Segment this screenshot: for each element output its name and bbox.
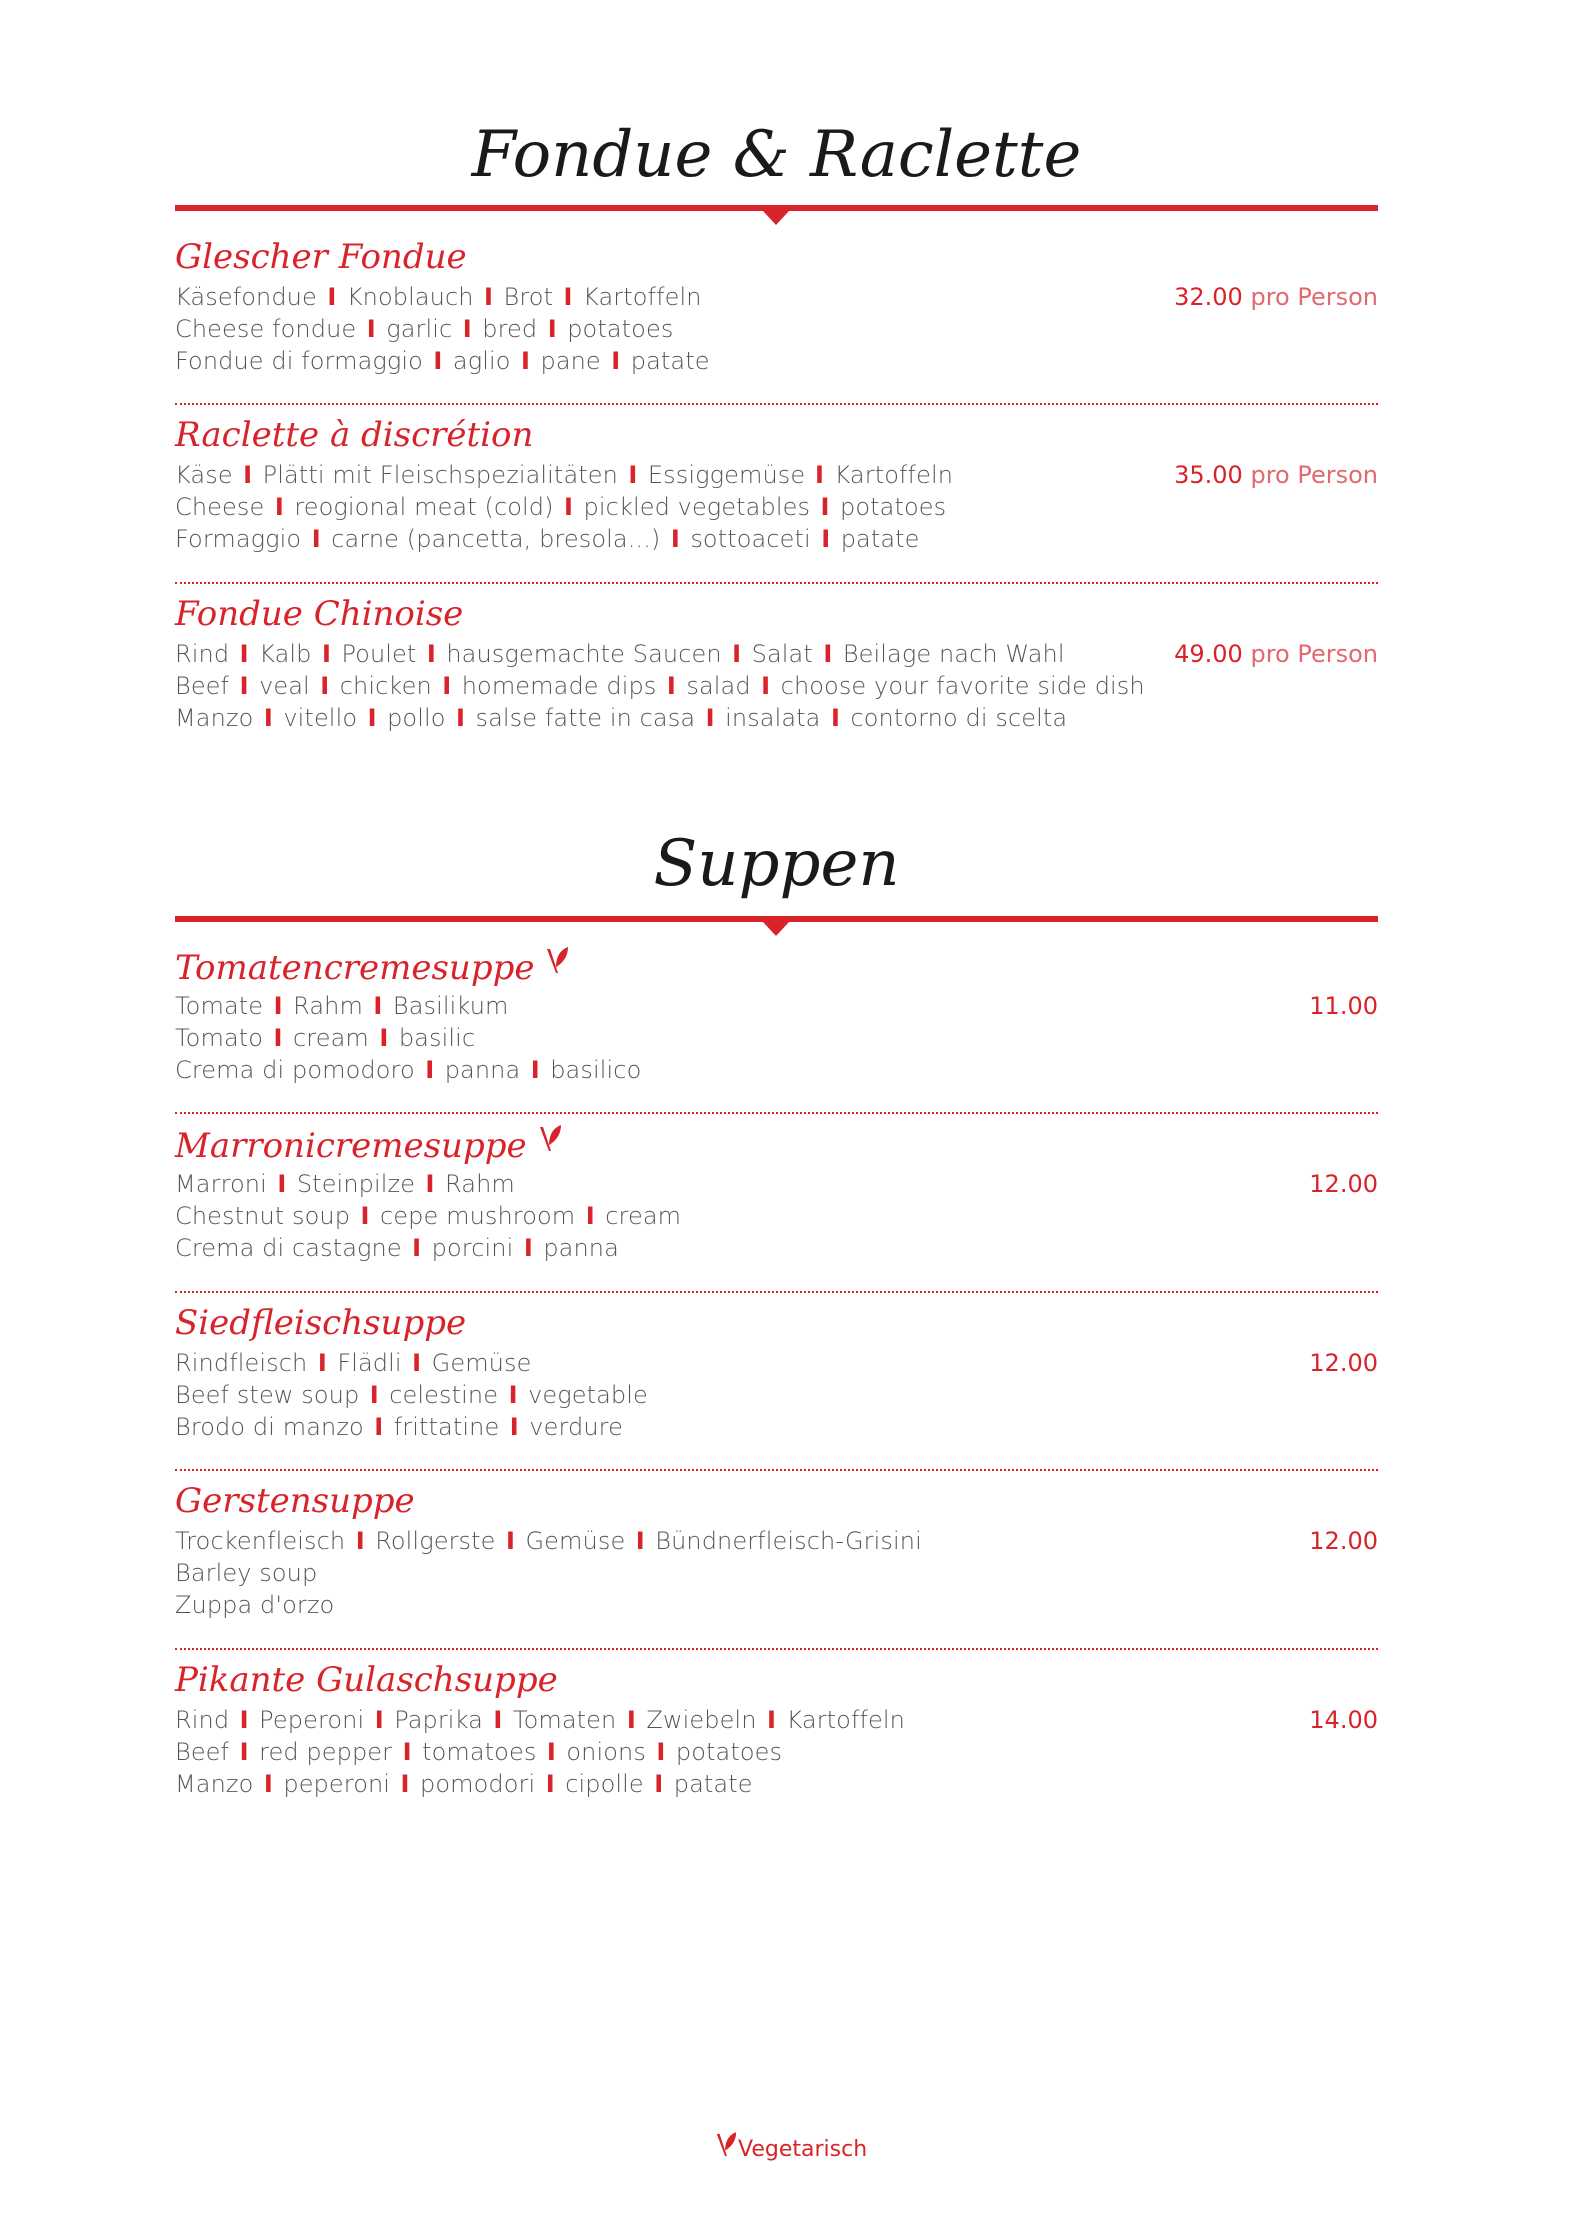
description-line: [175, 345, 710, 377]
ingredient: vegetable: [528, 1381, 648, 1409]
separator-mark: I: [416, 1056, 443, 1084]
menu-item: [175, 1658, 1378, 1838]
ingredient: salse fatte in casa: [475, 704, 696, 732]
separator-mark: I: [647, 1738, 674, 1766]
ingredient: reogional meat (cold): [294, 493, 554, 521]
separator-mark: I: [231, 1706, 258, 1734]
item-description: [175, 1168, 681, 1264]
separator-mark: I: [497, 1527, 524, 1555]
vegetarian-leaf-icon: [544, 944, 570, 988]
ingredient: Gemüse: [431, 1349, 532, 1377]
item-divider: [175, 1112, 1378, 1114]
separator-mark: I: [266, 493, 293, 521]
ingredient: patate: [630, 347, 710, 375]
separator-mark: I: [484, 1706, 511, 1734]
ingredient: Marroni: [175, 1170, 267, 1198]
price-unit: pro Person: [1250, 283, 1378, 311]
ingredient: choose your favorite side dish: [780, 672, 1145, 700]
ingredient: Käse: [175, 461, 233, 489]
ingredient: Crema di pomodoro: [175, 1056, 415, 1084]
ingredient: garlic: [386, 315, 453, 343]
separator-mark: I: [255, 1770, 282, 1798]
separator-mark: I: [723, 640, 750, 668]
description-line: [175, 702, 1145, 734]
separator-mark: I: [265, 1024, 291, 1052]
item-description: [175, 1525, 922, 1621]
description-line: [175, 313, 710, 345]
description-line: [175, 1557, 922, 1589]
item-name: [175, 1122, 563, 1168]
ingredient: porcini: [431, 1234, 514, 1262]
separator-mark: I: [758, 1706, 785, 1734]
ingredient: peperoni: [283, 1770, 391, 1798]
separator-mark: I: [752, 672, 779, 700]
item-price: [1309, 1347, 1378, 1379]
ingredient: Essiggemüse: [647, 461, 814, 489]
ingredient: homemade dips: [461, 672, 657, 700]
ingredient: contorno di scelta: [850, 704, 1068, 732]
item-name: [175, 944, 570, 990]
ingredient: Brot: [503, 283, 554, 311]
item-description: [175, 281, 710, 377]
separator-mark: I: [365, 1413, 392, 1441]
item-divider: [175, 582, 1378, 584]
ingredient: Rind: [175, 640, 230, 668]
item-description: [175, 990, 641, 1086]
separator-mark: I: [814, 640, 841, 668]
ingredient: patate: [840, 525, 920, 553]
ingredient: Rind: [175, 1706, 230, 1734]
vegetarian-leaf-icon: [714, 2130, 738, 2169]
ingredient: Trockenfleisch: [175, 1527, 346, 1555]
separator-mark: I: [303, 525, 330, 553]
separator-mark: I: [366, 1706, 393, 1734]
description-line: [175, 1704, 905, 1736]
ingredient: Flädli: [337, 1349, 402, 1377]
separator-mark: I: [347, 1527, 374, 1555]
ingredient: Formaggio: [175, 525, 302, 553]
separator-mark: I: [318, 283, 345, 311]
item-name-text: Tomatencremesuppe: [175, 948, 535, 988]
description-line: [175, 670, 1145, 702]
ingredient: Kartoffeln: [834, 461, 954, 489]
item-price: [1309, 1168, 1378, 1200]
description-line: [175, 990, 641, 1022]
description-line: [175, 1200, 681, 1232]
description-line: [175, 1768, 905, 1800]
ingredient: panna: [444, 1056, 521, 1084]
rule-arrow-icon: [763, 922, 789, 936]
item-name: Gerstensuppe: [175, 1481, 415, 1521]
ingredient: Brodo di manzo: [175, 1413, 364, 1441]
description-line: [175, 1054, 641, 1086]
ingredient: vitello: [283, 704, 358, 732]
separator-mark: I: [500, 1381, 527, 1409]
menu-item: [175, 235, 1378, 415]
item-description: [175, 638, 1145, 734]
ingredient: cepe mushroom: [380, 1202, 576, 1230]
ingredient: Manzo: [175, 704, 254, 732]
ingredient: veal: [259, 672, 310, 700]
ingredient: Beilage nach Wahl: [842, 640, 1065, 668]
separator-mark: I: [627, 1527, 654, 1555]
separator-mark: I: [515, 1234, 542, 1262]
ingredient: patate: [673, 1770, 753, 1798]
separator-mark: I: [619, 461, 646, 489]
separator-mark: I: [424, 347, 451, 375]
menu-item: [175, 413, 1378, 593]
ingredient: cream: [605, 1202, 682, 1230]
ingredient: insalata: [725, 704, 821, 732]
item-price: [1174, 281, 1378, 313]
separator-mark: I: [433, 672, 460, 700]
item-description: [175, 1347, 648, 1443]
separator-mark: I: [358, 315, 385, 343]
separator-mark: I: [512, 347, 539, 375]
ingredient: Rindfleisch: [175, 1349, 308, 1377]
ingredient: Käsefondue: [175, 283, 317, 311]
legend-label: Vegetarisch: [738, 2137, 868, 2162]
separator-mark: I: [538, 1738, 565, 1766]
description-line: [175, 1736, 905, 1768]
ingredient: cream: [293, 1024, 369, 1052]
item-price: [1174, 638, 1378, 670]
description-line: [175, 1347, 648, 1379]
description-line: [175, 1379, 648, 1411]
separator-mark: I: [231, 640, 258, 668]
item-price: [1309, 1704, 1378, 1736]
description-line: [175, 459, 953, 491]
separator-mark: I: [697, 704, 724, 732]
ingredient: Poulet: [341, 640, 417, 668]
description-line: [175, 638, 1145, 670]
ingredient: panna: [543, 1234, 619, 1262]
item-price: [1309, 990, 1378, 1022]
item-name: Raclette à discrétion: [175, 415, 534, 455]
separator-mark: I: [618, 1706, 645, 1734]
item-divider: [175, 1469, 1378, 1471]
separator-mark: I: [265, 992, 292, 1020]
separator-mark: I: [658, 672, 685, 700]
description-line: [175, 1589, 922, 1621]
ingredient: aglio: [452, 347, 511, 375]
menu-item: [175, 1479, 1378, 1659]
ingredient: Tomate: [175, 992, 264, 1020]
ingredient: basilic: [398, 1024, 476, 1052]
ingredient: pane: [540, 347, 601, 375]
separator-mark: I: [555, 493, 582, 521]
description-line: [175, 491, 953, 523]
separator-mark: I: [822, 704, 849, 732]
ingredient: Manzo: [175, 1770, 254, 1798]
price-value: 11.00: [1309, 992, 1378, 1020]
ingredient: salad: [686, 672, 751, 700]
description-line: [175, 1411, 648, 1443]
ingredient: Paprika: [394, 1706, 483, 1734]
ingredient: tomatoes: [422, 1738, 537, 1766]
separator-mark: I: [370, 1024, 397, 1052]
ingredient: carne (pancetta, bresola...): [331, 525, 661, 553]
price-value: 12.00: [1309, 1527, 1378, 1555]
menu-item: [175, 1122, 1378, 1302]
item-divider: [175, 403, 1378, 405]
separator-mark: I: [359, 704, 386, 732]
separator-mark: I: [501, 1413, 528, 1441]
separator-mark: I: [403, 1349, 430, 1377]
price-value: 12.00: [1309, 1349, 1378, 1377]
ingredient: Crema di castagne: [175, 1234, 402, 1262]
price-unit: pro Person: [1250, 461, 1378, 489]
item-name: Fondue Chinoise: [175, 594, 464, 634]
ingredient: Chestnut soup: [175, 1202, 351, 1230]
description-line: [175, 1525, 922, 1557]
price-value: 32.00: [1174, 283, 1243, 311]
item-name: Glescher Fondue: [175, 237, 467, 277]
separator-mark: I: [577, 1202, 604, 1230]
separator-mark: I: [311, 672, 338, 700]
item-name: Pikante Gulaschsuppe: [175, 1660, 558, 1700]
ingredient: Steinpilze: [296, 1170, 416, 1198]
ingredient: Fondue di formaggio: [175, 347, 423, 375]
ingredient: Plätti mit Fleischspezialitäten: [262, 461, 618, 489]
ingredient: potatoes: [675, 1738, 783, 1766]
ingredient: Rahm: [293, 992, 363, 1020]
price-value: 35.00: [1174, 461, 1243, 489]
separator-mark: I: [352, 1202, 378, 1230]
separator-mark: I: [812, 493, 839, 521]
ingredient: red pepper: [259, 1738, 393, 1766]
item-divider: [175, 1648, 1378, 1650]
separator-mark: I: [231, 672, 258, 700]
ingredient: Basilikum: [392, 992, 509, 1020]
ingredient: Cheese: [175, 493, 265, 521]
ingredient: potatoes: [840, 493, 947, 521]
ingredient: frittatine: [393, 1413, 500, 1441]
item-description: [175, 1704, 905, 1800]
separator-mark: I: [539, 315, 566, 343]
ingredient: Tomato: [175, 1024, 264, 1052]
ingredient: pomodori: [420, 1770, 536, 1798]
ingredient: Knoblauch: [346, 283, 474, 311]
ingredient: basilico: [550, 1056, 642, 1084]
ingredient: Kartoffeln: [786, 1706, 905, 1734]
separator-mark: I: [394, 1738, 421, 1766]
separator-mark: I: [475, 283, 502, 311]
separator-mark: I: [417, 1170, 444, 1198]
ingredient: potatoes: [567, 315, 674, 343]
separator-mark: I: [268, 1170, 295, 1198]
ingredient: Salat: [751, 640, 813, 668]
description-line: [175, 1168, 681, 1200]
ingredient: Peperoni: [259, 1706, 365, 1734]
separator-mark: I: [555, 283, 582, 311]
ingredient: Beef stew soup: [175, 1381, 360, 1409]
ingredient: verdure: [529, 1413, 623, 1441]
ingredient: Beef: [175, 1738, 230, 1766]
item-price: [1309, 1525, 1378, 1557]
ingredient: pickled vegetables: [583, 493, 811, 521]
separator-mark: I: [392, 1770, 419, 1798]
ingredient: pollo: [387, 704, 446, 732]
item-divider: [175, 1291, 1378, 1293]
legend: [714, 2130, 867, 2169]
rule-arrow-icon: [763, 211, 789, 225]
ingredient: bred: [482, 315, 538, 343]
separator-mark: I: [645, 1770, 672, 1798]
description-line: [175, 1022, 641, 1054]
ingredient: Rollgerste: [375, 1527, 496, 1555]
price-unit: pro Person: [1250, 640, 1378, 668]
ingredient: sottoaceti: [690, 525, 811, 553]
price-value: 49.00: [1174, 640, 1243, 668]
ingredient: Tomaten: [512, 1706, 617, 1734]
description-line: [175, 281, 710, 313]
section-title: Suppen: [653, 827, 900, 901]
price-value: 14.00: [1309, 1706, 1378, 1734]
price-value: 12.00: [1309, 1170, 1378, 1198]
separator-mark: I: [812, 525, 839, 553]
ingredient: Rahm: [445, 1170, 515, 1198]
separator-mark: I: [361, 1381, 388, 1409]
ingredient: celestine: [389, 1381, 499, 1409]
menu-item: [175, 1301, 1378, 1481]
ingredient: chicken: [339, 672, 432, 700]
section-title: Fondue & Raclette: [471, 118, 1082, 192]
separator-mark: I: [454, 315, 481, 343]
menu-item: [175, 592, 1378, 772]
ingredient: Kalb: [259, 640, 312, 668]
description-line: [175, 523, 953, 555]
vegetarian-leaf-icon: [537, 1122, 563, 1166]
item-price: [1174, 459, 1378, 491]
separator-mark: I: [231, 1738, 258, 1766]
ingredient: Zuppa d'orzo: [175, 1591, 335, 1619]
ingredient: Bündnerfleisch-Grisini: [655, 1527, 922, 1555]
ingredient: Kartoffeln: [583, 283, 702, 311]
menu-item: [175, 944, 1378, 1124]
ingredient: Gemüse: [525, 1527, 626, 1555]
separator-mark: I: [313, 640, 340, 668]
separator-mark: I: [364, 992, 391, 1020]
separator-mark: I: [815, 461, 833, 489]
separator-mark: I: [418, 640, 445, 668]
separator-mark: I: [403, 1234, 430, 1262]
ingredient: cipolle: [565, 1770, 644, 1798]
item-name: Siedfleischsuppe: [175, 1303, 467, 1343]
separator-mark: I: [537, 1770, 564, 1798]
separator-mark: I: [662, 525, 689, 553]
ingredient: Barley soup: [175, 1559, 318, 1587]
ingredient: Zwiebeln: [646, 1706, 757, 1734]
separator-mark: I: [255, 704, 282, 732]
ingredient: Cheese fondue: [175, 315, 357, 343]
separator-mark: I: [602, 347, 629, 375]
description-line: [175, 1232, 681, 1264]
ingredient: Beef: [175, 672, 230, 700]
item-name-text: Marronicremesuppe: [175, 1126, 527, 1166]
separator-mark: I: [447, 704, 474, 732]
separator-mark: I: [522, 1056, 549, 1084]
item-description: [175, 459, 953, 555]
ingredient: hausgemachte Saucen: [446, 640, 722, 668]
separator-mark: I: [234, 461, 261, 489]
ingredient: onions: [566, 1738, 646, 1766]
separator-mark: I: [309, 1349, 336, 1377]
